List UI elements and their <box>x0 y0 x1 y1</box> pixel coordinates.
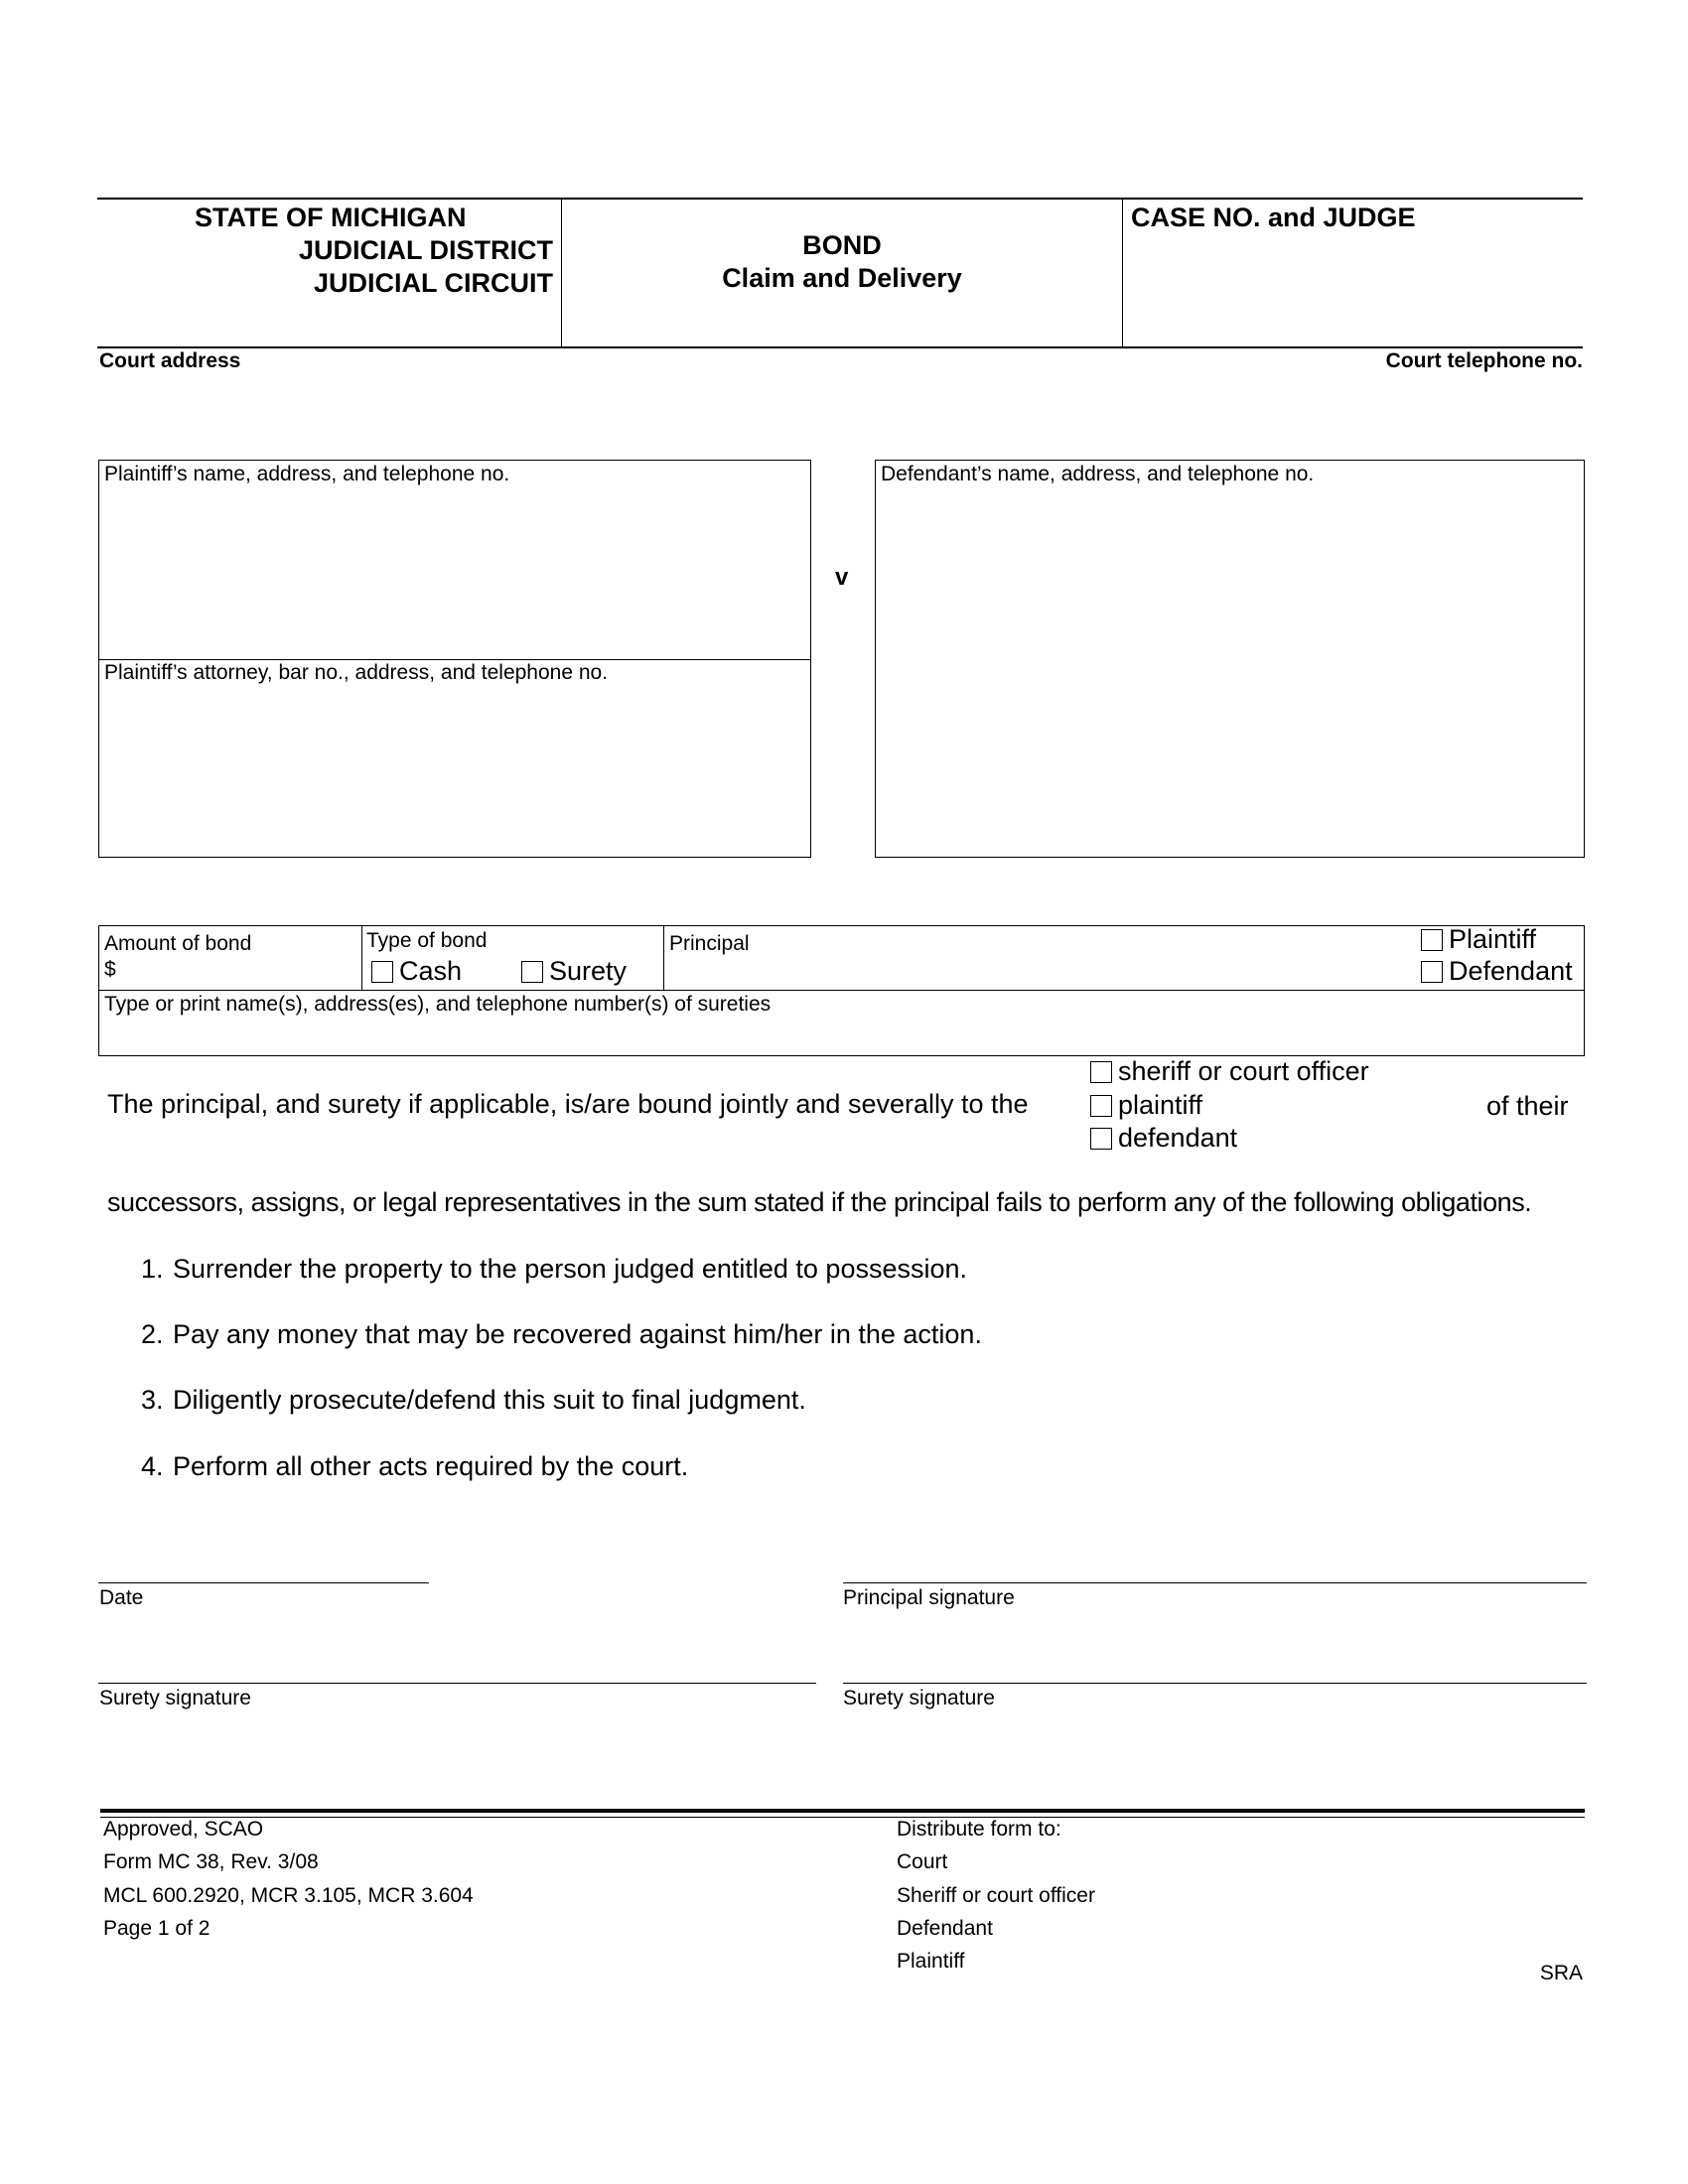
date-line[interactable] <box>98 1582 429 1583</box>
obligee-plaintiff-option[interactable] <box>1090 1089 1202 1122</box>
surety-signature-label-1: Surety signature <box>99 1687 251 1709</box>
bond-table-col-1 <box>361 925 362 991</box>
case-number-label: CASE NO. and JUDGE <box>1131 203 1416 232</box>
obligation-item-text: Pay any money that may be recovered against him/her in the action. <box>173 1319 982 1349</box>
obligation-item-number: 2. <box>141 1319 164 1349</box>
form-title: BOND <box>802 230 882 260</box>
versus-label: v <box>835 564 849 591</box>
obligation-item-text: Diligently prosecute/defend this suit to final judgment. <box>173 1385 806 1415</box>
amount-of-bond-input[interactable] <box>121 955 354 985</box>
obligation-item <box>141 1383 806 1417</box>
obligation-item <box>141 1317 982 1351</box>
header-top-rule <box>97 198 1583 200</box>
obligee-sheriff-label: sheriff or court officer <box>1118 1056 1369 1086</box>
court-address-label: Court address <box>99 349 241 372</box>
obligation-item-number: 3. <box>141 1385 164 1415</box>
bond-type-cash-option[interactable] <box>371 955 462 988</box>
obligation-item-number: 4. <box>141 1451 164 1481</box>
obligation-item <box>141 1449 688 1483</box>
distribute-item: Defendant <box>897 1917 993 1940</box>
principal-plaintiff-checkbox[interactable] <box>1421 929 1443 951</box>
principal-plaintiff-label: Plaintiff <box>1449 924 1537 954</box>
footer-form-number: Form MC 38, Rev. 3/08 <box>103 1850 319 1873</box>
surety-signature-line-2[interactable] <box>843 1683 1587 1684</box>
type-of-bond-label: Type of bond <box>366 929 488 952</box>
obligee-plaintiff-label: plaintiff <box>1118 1090 1203 1120</box>
distribute-item: Plaintiff <box>897 1950 965 1973</box>
obligation-item <box>141 1252 967 1286</box>
principal-defendant-checkbox[interactable] <box>1421 961 1443 983</box>
obligee-defendant-checkbox[interactable] <box>1090 1128 1112 1150</box>
footer-approved: Approved, SCAO <box>103 1818 264 1841</box>
state-name: STATE OF MICHIGAN <box>195 203 467 232</box>
obligee-defendant-label: defendant <box>1118 1123 1238 1153</box>
bond-table-col-2 <box>663 925 664 991</box>
header-bottom-rule <box>97 346 1583 348</box>
obligee-defendant-option[interactable] <box>1090 1122 1237 1155</box>
amount-of-bond-label: Amount of bond <box>104 932 252 955</box>
date-label: Date <box>99 1586 144 1609</box>
obligation-item-text: Perform all other acts required by the court. <box>173 1451 689 1481</box>
obligation-continuation-text: successors, assigns, or legal representatives in the sum stated if the principal fails to perform any of the following obligations. <box>107 1187 1532 1217</box>
defendant-label: Defendant’s name, address, and telephone no. <box>881 463 1315 485</box>
principal-label: Principal <box>669 932 750 955</box>
principal-input[interactable] <box>755 933 1410 983</box>
principal-defendant-label: Defendant <box>1449 956 1573 986</box>
principal-signature-label: Principal signature <box>843 1586 1015 1609</box>
distribute-label: Distribute form to: <box>897 1818 1061 1841</box>
obligation-tail-text: of their <box>1486 1091 1569 1121</box>
sureties-input[interactable] <box>104 1019 1574 1052</box>
surety-signature-label-2: Surety signature <box>843 1687 995 1709</box>
judicial-district-label: JUDICIAL DISTRICT <box>298 235 553 265</box>
surety-label: Surety <box>549 956 628 986</box>
footer-rule-thick <box>100 1809 1585 1813</box>
obligation-lead-text: The principal, and surety if applicable, is/are bound jointly and severally to the <box>107 1089 1029 1119</box>
distribute-item: Sheriff or court officer <box>897 1884 1095 1907</box>
footer-code: SRA <box>1539 1962 1583 1984</box>
obligation-item-text: Surrender the property to the person judged entitled to possession. <box>173 1254 968 1284</box>
cash-label: Cash <box>399 956 463 986</box>
principal-signature-line[interactable] <box>843 1582 1587 1583</box>
obligee-sheriff-option[interactable] <box>1090 1055 1369 1088</box>
sureties-label: Type or print name(s), address(es), and telephone number(s) of sureties <box>104 993 772 1016</box>
plaintiff-label: Plaintiff’s name, address, and telephone no. <box>104 463 510 485</box>
footer-statutes: MCL 600.2920, MCR 3.105, MCR 3.604 <box>103 1884 474 1907</box>
plaintiff-attorney-label: Plaintiff’s attorney, bar no., address, and telephone no. <box>104 661 609 684</box>
form-subtitle: Claim and Delivery <box>722 263 962 293</box>
obligee-sheriff-checkbox[interactable] <box>1090 1061 1112 1083</box>
surety-checkbox[interactable] <box>521 961 543 983</box>
obligee-plaintiff-checkbox[interactable] <box>1090 1095 1112 1117</box>
obligation-item-number: 1. <box>141 1254 164 1284</box>
footer-page-number: Page 1 of 2 <box>103 1917 211 1940</box>
bond-table-row-divider <box>98 990 1585 991</box>
footer-rule-thin <box>100 1817 1585 1818</box>
surety-signature-line-1[interactable] <box>98 1683 816 1684</box>
amount-dollar-sign: $ <box>104 958 116 981</box>
judicial-circuit-label: JUDICIAL CIRCUIT <box>313 268 553 298</box>
cash-checkbox[interactable] <box>371 961 393 983</box>
court-telephone-label: Court telephone no. <box>1385 349 1583 372</box>
case-number-field[interactable] <box>1132 238 1579 338</box>
distribute-item: Court <box>897 1850 948 1873</box>
principal-defendant-option[interactable] <box>1421 955 1573 988</box>
principal-plaintiff-option[interactable] <box>1421 923 1536 956</box>
header-divider-right <box>1122 199 1123 347</box>
bond-type-surety-option[interactable] <box>521 955 627 988</box>
defendant-box[interactable] <box>875 460 1585 858</box>
